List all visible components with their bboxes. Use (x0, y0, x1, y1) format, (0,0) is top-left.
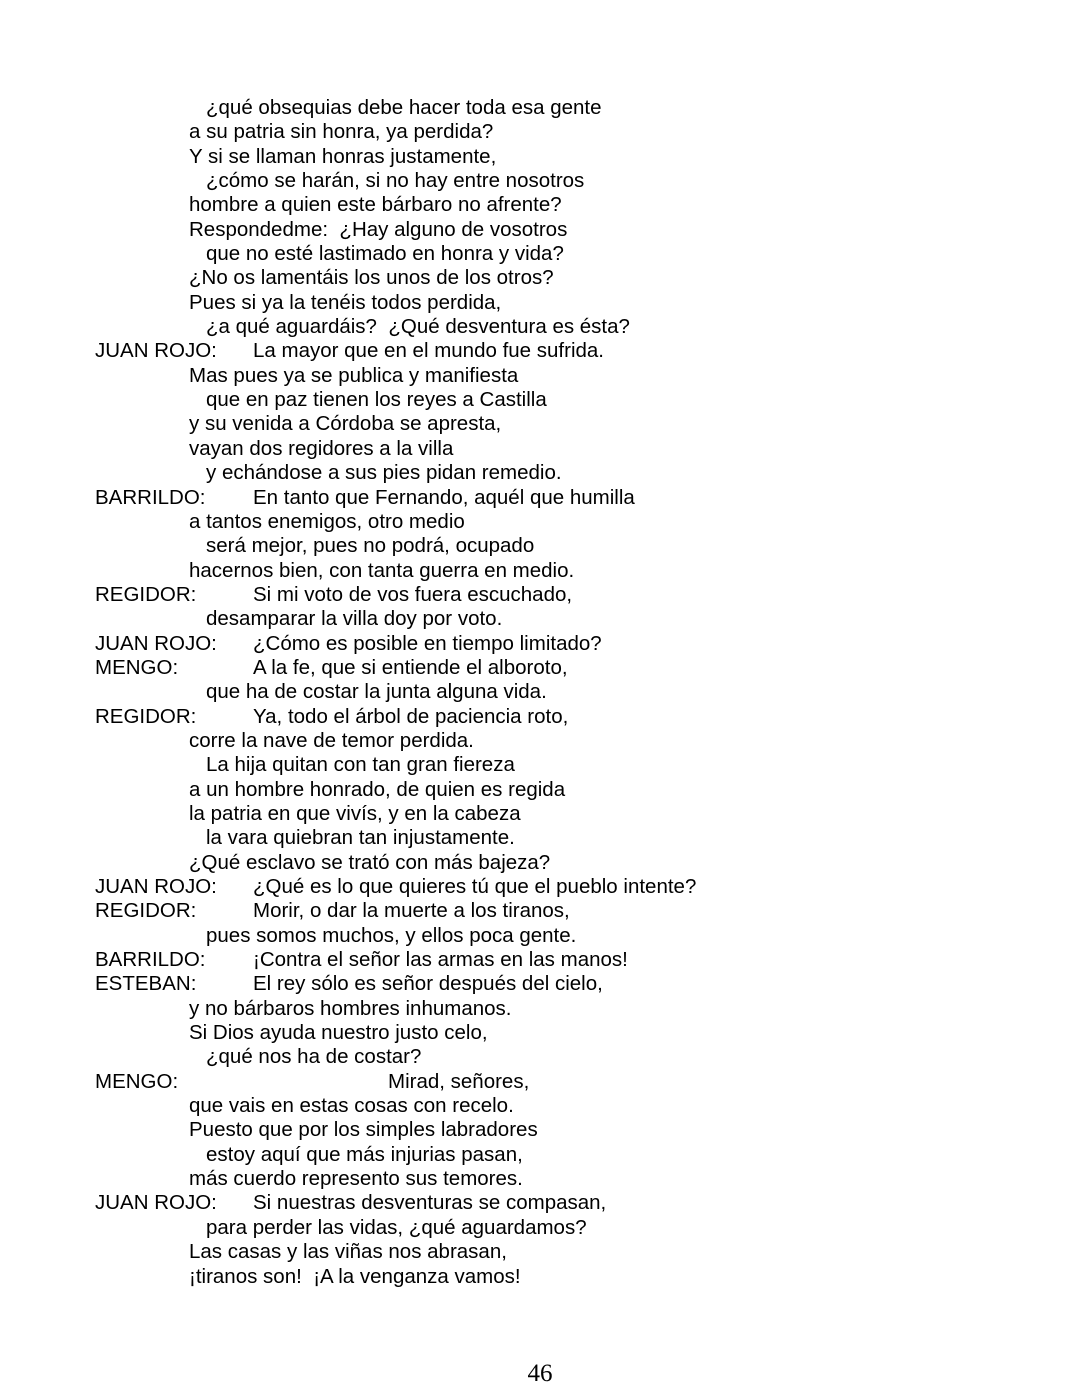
script-line (0, 315, 1080, 339)
verse-line-text: La hija quitan con tan gran fiereza (206, 753, 515, 777)
script-line (0, 339, 1080, 363)
script-line (0, 364, 1080, 388)
verse-line-text: ¿a qué aguardáis? ¿Qué desventura es ésta? (206, 315, 630, 339)
verse-line-text: que no esté lastimado en honra y vida? (206, 242, 564, 266)
script-line (0, 948, 1080, 972)
script-line (0, 1094, 1080, 1118)
dialogue-text: Si mi voto de vos fuera escuchado, (253, 582, 573, 606)
verse-line-text: y su venida a Córdoba se apresta, (189, 412, 502, 436)
verse-line-text: que en paz tienen los reyes a Castilla (206, 388, 547, 412)
dialogue-text: ¡Contra el señor las armas en las manos! (253, 948, 628, 972)
script-line (0, 145, 1080, 169)
script-line (0, 437, 1080, 461)
verse-line-text: pues somos muchos, y ellos poca gente. (206, 923, 577, 947)
verse-line-text: Si Dios ayuda nuestro justo celo, (189, 1021, 488, 1045)
speaker-name: BARRILDO: (95, 485, 206, 509)
script-line (0, 1265, 1080, 1289)
dialogue-text: Morir, o dar la muerte a los tiranos, (253, 899, 570, 923)
dialogue-text: A la fe, que si entiende el alboroto, (253, 655, 568, 679)
script-line (0, 1240, 1080, 1264)
speaker-name: MENGO: (95, 1069, 179, 1093)
speaker-name: ESTEBAN: (95, 972, 197, 996)
verse-line-text: a su patria sin honra, ya perdida? (189, 120, 494, 144)
speaker-name: REGIDOR: (95, 704, 197, 728)
dialogue-text: El rey sólo es señor después del cielo, (253, 972, 603, 996)
script-line (0, 1021, 1080, 1045)
verse-line-text: ¿qué nos ha de costar? (206, 1045, 422, 1069)
script-line (0, 193, 1080, 217)
verse-line-text: y echándose a sus pies pidan remedio. (206, 461, 562, 485)
script-line (0, 266, 1080, 290)
page-footer (0, 1360, 1080, 1388)
verse-line-text: Mas pues ya se publica y manifiesta (189, 363, 519, 387)
verse-line-text: a tantos enemigos, otro medio (189, 509, 465, 533)
verse-line-text: ¿Qué esclavo se trató con más bajeza? (189, 850, 551, 874)
verse-line-text: será mejor, pues no podrá, ocupado (206, 534, 535, 558)
verse-line-text: más cuerdo represento sus temores. (189, 1167, 523, 1191)
script-line (0, 802, 1080, 826)
verse-line-text: vayan dos regidores a la villa (189, 436, 454, 460)
dialogue-text: Mirad, señores, (388, 1069, 530, 1093)
script-line (0, 705, 1080, 729)
script-line (0, 96, 1080, 120)
dialogue-text: Ya, todo el árbol de paciencia roto, (253, 704, 569, 728)
verse-line-text: ¿cómo se harán, si no hay entre nosotros (206, 169, 585, 193)
script-line (0, 729, 1080, 753)
script-line (0, 899, 1080, 923)
script-line (0, 583, 1080, 607)
verse-line-text: Pues si ya la tenéis todos perdida, (189, 290, 502, 314)
speaker-name: JUAN ROJO: (95, 631, 217, 655)
verse-line-text: hacernos bien, con tanta guerra en medio. (189, 558, 575, 582)
verse-line-text: Respondedme: ¿Hay alguno de vosotros (189, 217, 568, 241)
script-line (0, 632, 1080, 656)
script-line (0, 997, 1080, 1021)
verse-line-text: que ha de costar la junta alguna vida. (206, 680, 547, 704)
speaker-name: MENGO: (95, 655, 179, 679)
speaker-name: JUAN ROJO: (95, 1191, 217, 1215)
script-line (0, 412, 1080, 436)
script-line (0, 291, 1080, 315)
script-line (0, 826, 1080, 850)
verse-line-text: para perder las vidas, ¿qué aguardamos? (206, 1215, 587, 1239)
script-line (0, 1191, 1080, 1215)
verse-line-text: y no bárbaros hombres inhumanos. (189, 996, 512, 1020)
verse-line-text: desamparar la villa doy por voto. (206, 607, 503, 631)
verse-line-text: Puesto que por los simples labradores (189, 1118, 538, 1142)
dialogue-text: ¿Cómo es posible en tiempo limitado? (253, 631, 602, 655)
verse-line-text: Y si se llaman honras justamente, (189, 144, 497, 168)
script-line (0, 169, 1080, 193)
script-line (0, 1143, 1080, 1167)
dialogue-text: La mayor que en el mundo fue sufrida. (253, 339, 604, 363)
verse-line-text: ¡tiranos son! ¡A la venganza vamos! (189, 1264, 521, 1288)
script-line (0, 218, 1080, 242)
script-line (0, 1216, 1080, 1240)
dialogue-text: En tanto que Fernando, aquél que humilla (253, 485, 635, 509)
page-number: 46 (527, 1360, 553, 1387)
script-line (0, 753, 1080, 777)
script-line (0, 1118, 1080, 1142)
verse-line-text: ¿No os lamentáis los unos de los otros? (189, 266, 554, 290)
script-line (0, 559, 1080, 583)
speaker-name: REGIDOR: (95, 899, 197, 923)
script-line (0, 1167, 1080, 1191)
script-line (0, 486, 1080, 510)
verse-line-text: Las casas y las viñas nos abrasan, (189, 1240, 507, 1264)
verse-line-text: la vara quiebran tan injustamente. (206, 826, 515, 850)
script-line (0, 242, 1080, 266)
script-line (0, 534, 1080, 558)
script-line (0, 607, 1080, 631)
dialogue-text: Si nuestras desventuras se compasan, (253, 1191, 607, 1215)
verse-line-text: que vais en estas cosas con recelo. (189, 1094, 514, 1118)
script-line (0, 461, 1080, 485)
verse-line-text: a un hombre honrado, de quien es regida (189, 777, 566, 801)
dialogue-text: ¿Qué es lo que quieres tú que el pueblo intente? (253, 875, 697, 898)
script-line (0, 924, 1080, 948)
script-line (0, 1070, 1080, 1094)
speaker-name: REGIDOR: (95, 582, 197, 606)
speaker-name: BARRILDO: (95, 948, 206, 972)
verse-line-text: corre la nave de temor perdida. (189, 728, 474, 752)
script-line (0, 1045, 1080, 1069)
script-line (0, 120, 1080, 144)
speaker-name: JUAN ROJO: (95, 339, 217, 363)
script-line (0, 778, 1080, 802)
play-dialogue-block (0, 96, 1080, 1289)
speaker-name: JUAN ROJO: (95, 875, 217, 898)
script-line (0, 510, 1080, 534)
script-line (0, 656, 1080, 680)
verse-line-text: hombre a quien este bárbaro no afrente? (189, 193, 562, 217)
script-line (0, 972, 1080, 996)
verse-line-text: estoy aquí que más injurias pasan, (206, 1142, 523, 1166)
script-line (0, 388, 1080, 412)
verse-line-text: ¿qué obsequias debe hacer toda esa gente (206, 96, 602, 119)
verse-line-text: la patria en que vivís, y en la cabeza (189, 801, 521, 825)
script-line (0, 680, 1080, 704)
script-line (0, 875, 1080, 899)
script-line (0, 851, 1080, 875)
